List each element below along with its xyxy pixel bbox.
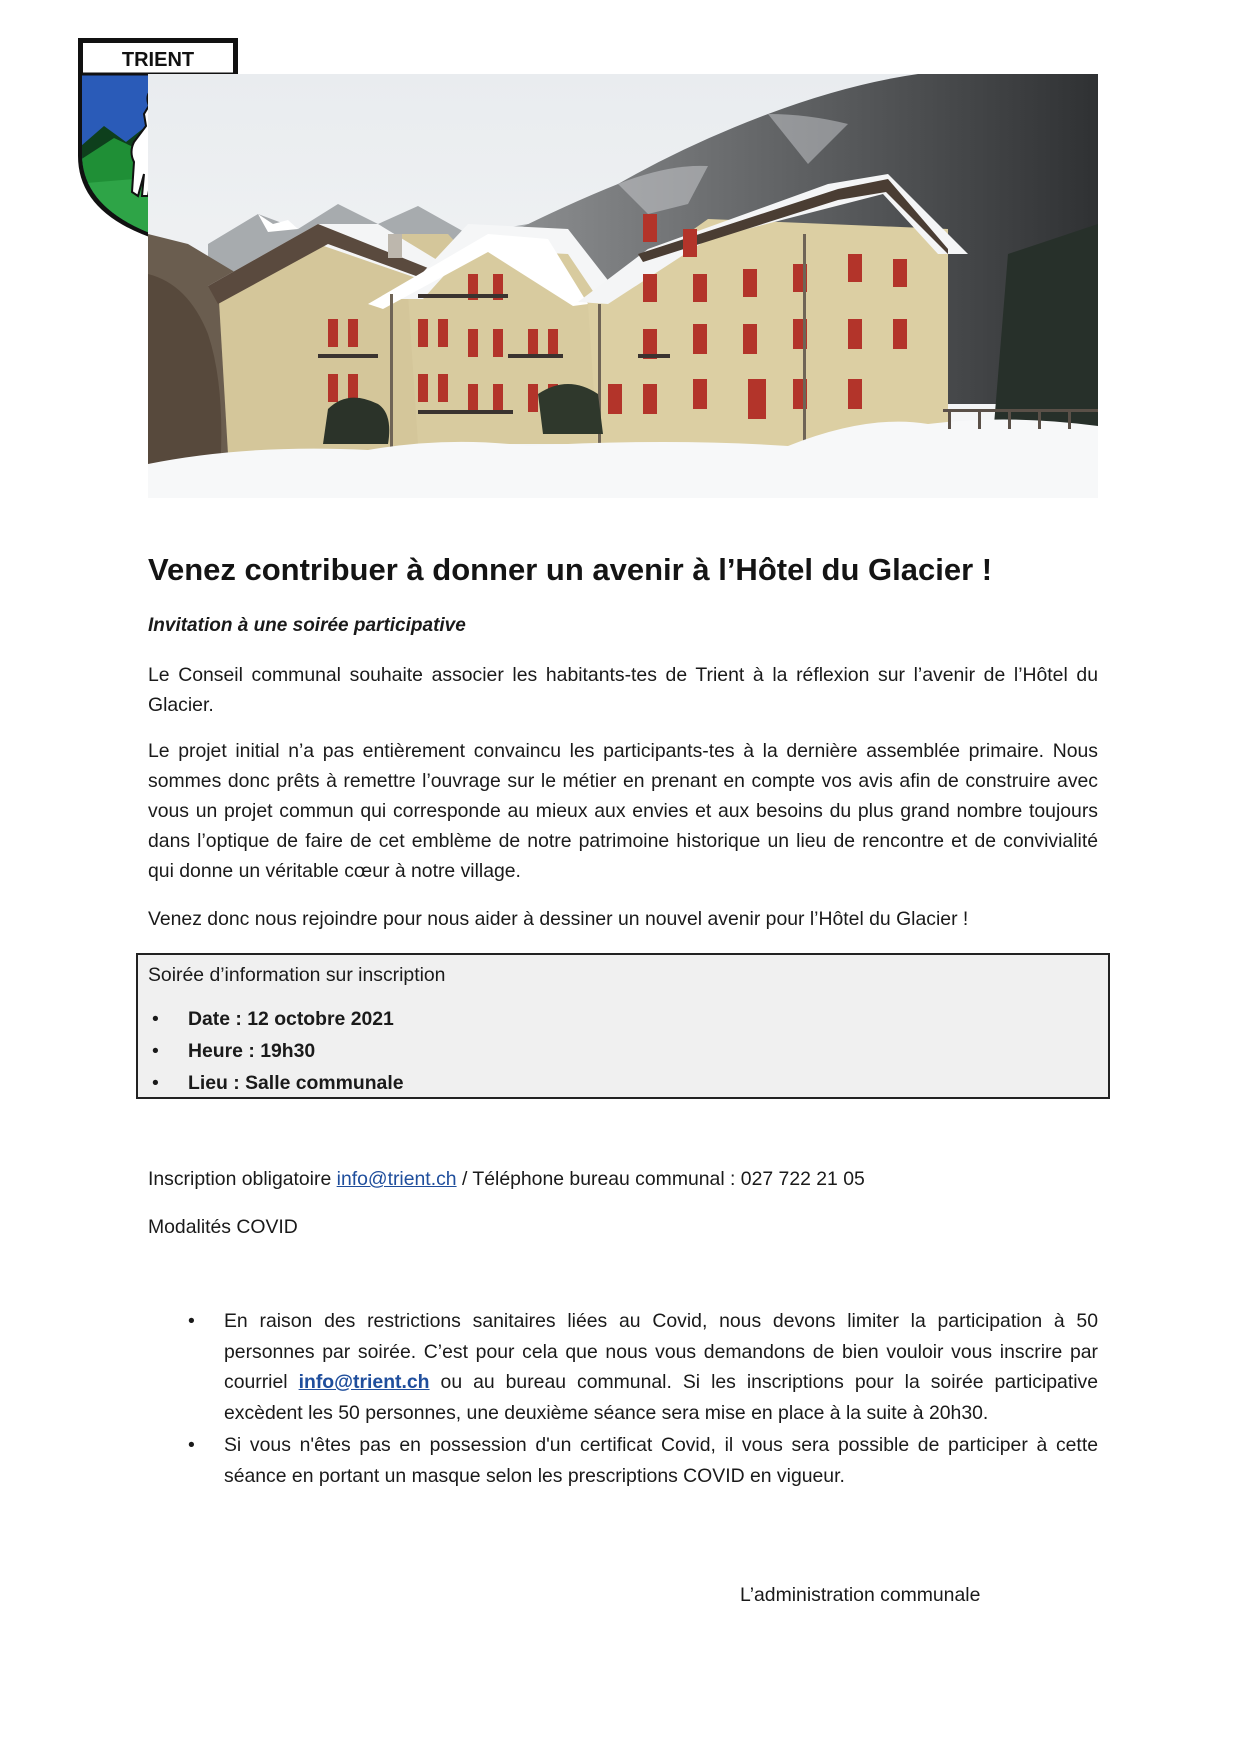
signature: L’administration communale (740, 1584, 981, 1606)
covid-item-certificate (148, 1430, 1098, 1491)
covid-item-limit (148, 1306, 1098, 1428)
info-list (138, 1003, 404, 1099)
info-heading: Soirée d’information sur inscription (148, 964, 446, 986)
covid-title: Modalités COVID (148, 1216, 298, 1238)
info-date: Date : 12 octobre 2021 (188, 1008, 394, 1030)
info-item-place (138, 1067, 404, 1099)
inscription-line (148, 1164, 865, 1194)
crest-label: TRIENT (121, 49, 195, 71)
info-box (136, 953, 1110, 1099)
bullet-icon: • (188, 1310, 195, 1332)
info-item-date (138, 1003, 404, 1035)
bullet-icon: • (152, 1072, 159, 1094)
inscription-prefix: Inscription obligatoire (148, 1168, 332, 1190)
paragraph-invitation: Venez donc nous rejoindre pour nous aider à dessiner un nouvel avenir pour l’Hôtel du Glacier ! (148, 908, 969, 930)
subtitle: Invitation à une soirée participative (148, 615, 466, 636)
bullet-icon: • (152, 1008, 159, 1030)
covid-list (148, 1306, 1098, 1493)
covid-item-limit-part1: En raison des restrictions sanitaires liées au Covid, nous devons limiter la participation à 50 personnes par soirée. C’est pour cela que nous vous demandons de bien vouloir vous inscrire par courriel (224, 1310, 1098, 1393)
bullet-icon: • (152, 1040, 159, 1062)
covid-item-certificate-text: Si vous n'êtes pas en possession d'un certificat Covid, il vous sera possible de participer à cette séance en portant un masque selon les prescriptions COVID en vigueur. (224, 1434, 1098, 1487)
inscription-phone: / Téléphone bureau communal : 027 722 21 05 (461, 1168, 865, 1190)
covid-email-link[interactable]: info@trient.ch (298, 1371, 430, 1393)
page-title: Venez contribuer à donner un avenir à l’Hôtel du Glacier ! (148, 552, 993, 587)
paragraph-project: Le projet initial n’a pas entièrement convaincu les participants-tes à la dernière assemblée primaire. Nous sommes donc prêts à remettre l’ouvrage sur le métier en prenant en compte vos avis afin de construire avec vous un projet commun qui corresponde au mieux aux envies et aux besoins du plus grand nombre toujours dans l’optique de faire de cet emblème de notre patrimoine historique un lieu de rencontre et de convivialité qui donne un véritable cœur à notre village. (148, 740, 1098, 882)
info-time: Heure : 19h30 (188, 1040, 316, 1062)
info-place: Lieu : Salle communale (188, 1072, 404, 1094)
hotel-du-glacier-photo (148, 74, 1098, 498)
inscription-email-link[interactable]: info@trient.ch (336, 1168, 457, 1190)
info-item-time (138, 1035, 404, 1067)
covid-item-limit-part2: ou au bureau communal. Si les inscriptions pour la soirée participative excèdent les 50 personnes, une deuxième séance sera mise en place à la suite à 20h30. (224, 1371, 1098, 1424)
paragraph-intro: Le Conseil communal souhaite associer les habitants-tes de Trient à la réflexion sur l’avenir de l’Hôtel du Glacier. (148, 664, 1098, 716)
bullet-icon: • (188, 1434, 195, 1456)
